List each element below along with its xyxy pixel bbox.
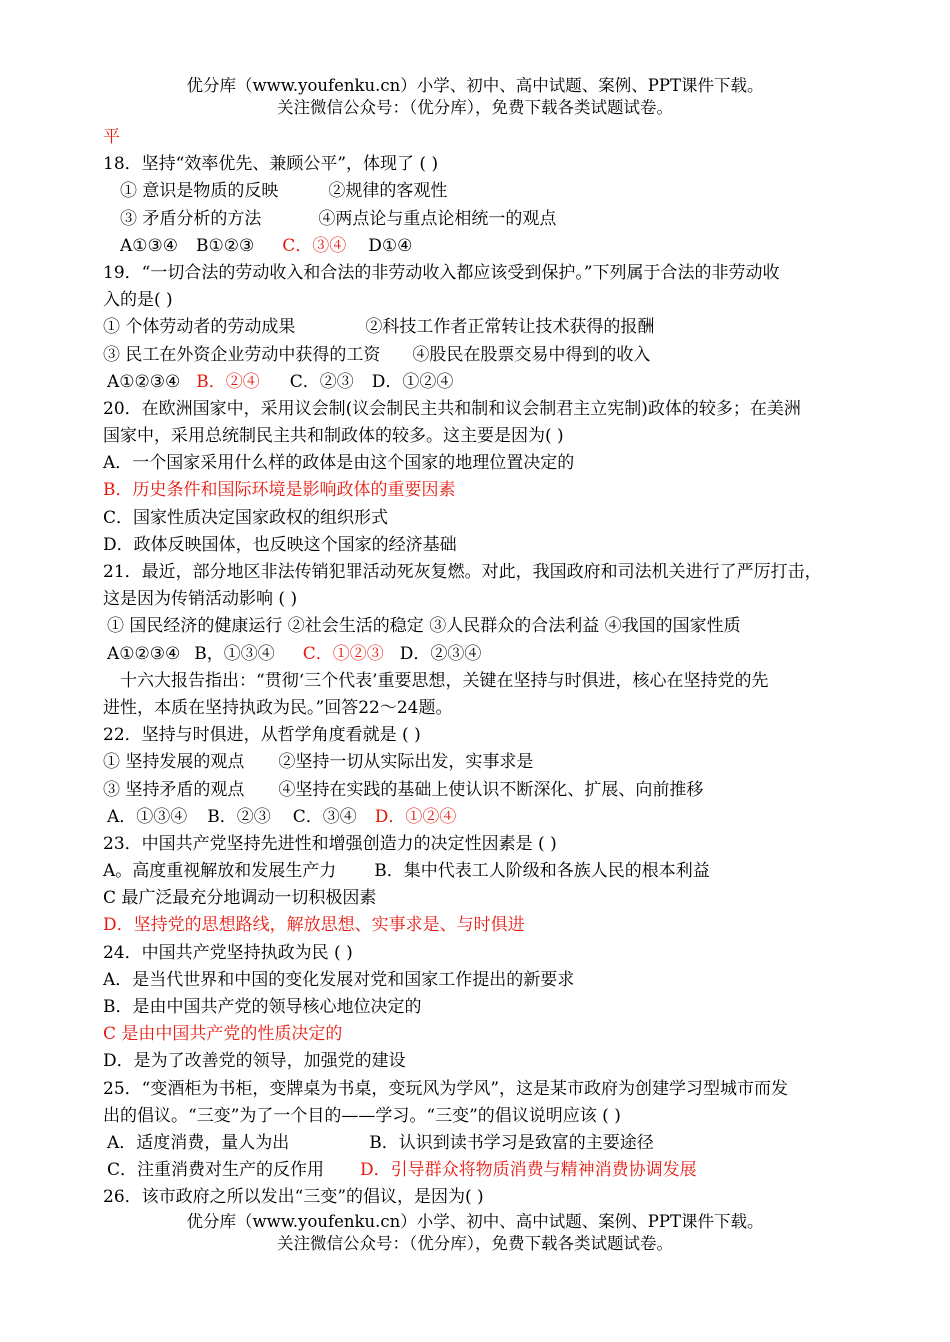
question-20-stem-line-2: 国家中，采用总统制民主共和制政体的较多。这主要是因为( ) xyxy=(103,426,564,447)
question-25-choices-row-1 xyxy=(103,1130,911,1157)
q23-choice-d-answer: D．坚持党的思想路线，解放思想、实事求是、与时俱进 xyxy=(103,915,525,936)
question-19-options-row-2 xyxy=(103,342,911,369)
q22-choice-a: A．①③④ xyxy=(107,806,188,827)
exam-content xyxy=(103,124,911,1212)
q23-choice-c: C 最广泛最充分地调动一切积极因素 xyxy=(103,888,377,909)
question-18-stem: 18．坚持“效率优先、兼顾公平”，体现了 ( ) xyxy=(103,154,439,175)
q18-option-2: ②规律的客观性 xyxy=(328,181,448,202)
question-21-stem-line-1: 21．最近，部分地区非法传销犯罪活动死灰复燃。对此，我国政府和司法机关进行了严厉打击， xyxy=(103,562,822,582)
footer-line-2: 关注微信公众号：（优分库），免费下载各类试题试卷。 xyxy=(277,1234,673,1253)
q20-choice-a: A．一个国家采用什么样的政体是由这个国家的地理位置决定的 xyxy=(103,453,575,474)
q25-choice-b: B．认识到读书学习是致富的主要途径 xyxy=(369,1132,654,1153)
q18-option-4: ④两点论与重点论相统一的观点 xyxy=(318,208,557,229)
q25-choice-d-answer: D．引导群众将物质消费与精神消费协调发展 xyxy=(360,1160,697,1181)
footer-line-1: 优分库（www.youfenku.cn）小学、初中、高中试题、案例、PPT课件下载。 xyxy=(186,1212,764,1231)
q18-choice-d: D①④ xyxy=(368,235,413,256)
question-20-stem-line-1: 20．在欧洲国家中，采用议会制(议会制民主共和制和议会制君主立宪制)政体的较多；在美洲 xyxy=(103,398,801,419)
q25-choice-a: A．适度消费，量人为出 xyxy=(107,1132,290,1153)
q18-choice-b: B①②③ xyxy=(196,235,255,256)
carry-over-text: 平 xyxy=(103,127,120,147)
q20-choice-c: C．国家性质决定国家政权的组织形式 xyxy=(103,507,389,528)
question-23-choices-row-1 xyxy=(103,858,911,885)
question-25-stem-line-2: 出的倡议。“三变”为了一个目的——学习。“三变”的倡议说明应该 ( ) xyxy=(103,1105,621,1126)
header-line-1: 优分库（www.youfenku.cn）小学、初中、高中试题、案例、PPT课件下载。 xyxy=(186,76,764,95)
q23-choice-a: A。高度重视解放和发展生产力 xyxy=(103,861,337,882)
question-19-options-row-1 xyxy=(103,314,911,341)
question-18-choices xyxy=(103,233,911,260)
q22-choice-c: C．③④ xyxy=(292,806,357,827)
q19-choice-a: A①②③④ xyxy=(107,371,181,392)
q20-choice-b-answer: B．历史条件和国际环境是影响政体的重要因素 xyxy=(103,480,456,501)
q19-choice-d: D．①②④ xyxy=(371,371,454,392)
q22-option-1: ① 坚持发展的观点 xyxy=(103,752,245,773)
question-24-stem: 24．中国共产党坚持执政为民 ( ) xyxy=(103,942,353,963)
q21-choice-d: D．②③④ xyxy=(399,643,482,664)
q20-choice-d: D．政体反映国体，也反映这个国家的经济基础 xyxy=(103,534,457,555)
page-footer xyxy=(0,1211,950,1255)
q18-choice-c-answer: C．③④ xyxy=(282,235,347,256)
question-18-options-row-2 xyxy=(103,206,911,233)
q24-choice-d: D．是为了改善党的领导，加强党的建设 xyxy=(103,1051,406,1072)
intro-line-1: 十六大报告指出：“贯彻‘三个代表’重要思想，关键在坚持与时俱进，核心在坚持党的先 xyxy=(120,670,769,691)
q22-option-2: ②坚持一切从实际出发，实事求是 xyxy=(278,752,534,773)
q22-option-3: ③ 坚持矛盾的观点 xyxy=(103,779,245,800)
question-21-options: ① 国民经济的健康运行 ②社会生活的稳定 ③人民群众的合法利益 ④我国的国家性质 xyxy=(107,616,741,637)
q21-choice-c-answer: C．①②③ xyxy=(302,643,384,664)
q19-option-2: ②科技工作者正常转让技术获得的报酬 xyxy=(365,317,655,338)
q24-choice-a: A．是当代世界和中国的变化发展对党和国家工作提出的新要求 xyxy=(103,969,575,990)
question-22-options-row-1 xyxy=(103,749,911,776)
q25-choice-c: C．注重消费对生产的反作用 xyxy=(107,1160,325,1181)
page-header xyxy=(0,75,950,119)
q18-option-1: ① 意识是物质的反映 xyxy=(120,181,279,202)
q19-choice-b-answer: B．②④ xyxy=(196,371,260,392)
q21-choice-b: B，①③④ xyxy=(194,643,275,664)
question-21-stem-line-2: 这是因为传销活动影响 ( ) xyxy=(103,589,298,610)
question-22-options-row-2 xyxy=(103,777,911,804)
question-26-stem: 26．该市政府之所以发出“三变”的倡议，是因为( ) xyxy=(103,1187,484,1208)
q18-option-3: ③ 矛盾分析的方法 xyxy=(120,208,262,229)
q19-choice-c: C．②③ xyxy=(289,371,354,392)
header-line-2: 关注微信公众号：（优分库），免费下载各类试题试卷。 xyxy=(277,98,673,117)
question-25-stem-line-1: 25．“变酒柜为书柜，变牌桌为书桌，变玩风为学风”，这是某市政府为创建学习型城市而发 xyxy=(103,1078,789,1099)
question-22-choices xyxy=(103,804,911,831)
question-23-stem: 23．中国共产党坚持先进性和增强创造力的决定性因素是 ( ) xyxy=(103,833,557,854)
q19-option-4: ④股民在股票交易中得到的收入 xyxy=(412,344,651,365)
question-18-options-row-1 xyxy=(103,178,911,205)
q21-choice-a: A①②③④ xyxy=(107,643,181,664)
question-22-stem: 22．坚持与时俱进，从哲学角度看就是 ( ) xyxy=(103,725,421,746)
intro-line-2: 进性，本质在坚持执政为民。”回答22～24题。 xyxy=(103,697,453,718)
q24-choice-c-answer: C 是由中国共产党的性质决定的 xyxy=(103,1024,343,1045)
q22-choice-b: B．②③ xyxy=(207,806,271,827)
q19-option-1: ① 个体劳动者的劳动成果 xyxy=(103,317,296,338)
q22-option-4: ④坚持在实践的基础上使认识不断深化、扩展、向前推移 xyxy=(278,779,704,800)
question-19-stem-line-2: 入的是( ) xyxy=(103,290,173,311)
question-19-stem-line-1: 19．“一切合法的劳动收入和合法的非劳动收入都应该受到保护。”下列属于合法的非劳动收 xyxy=(103,262,780,283)
q19-option-3: ③ 民工在外资企业劳动中获得的工资 xyxy=(103,344,381,365)
question-21-choices xyxy=(103,641,911,668)
q22-choice-d-answer: D．①②④ xyxy=(374,806,457,827)
q24-choice-b: B．是由中国共产党的领导核心地位决定的 xyxy=(103,997,422,1017)
q23-choice-b: B．集中代表工人阶级和各族人民的根本利益 xyxy=(374,861,710,882)
question-25-choices-row-2 xyxy=(103,1157,911,1184)
question-19-choices xyxy=(103,369,911,396)
q18-choice-a: A①③④ xyxy=(120,235,178,256)
